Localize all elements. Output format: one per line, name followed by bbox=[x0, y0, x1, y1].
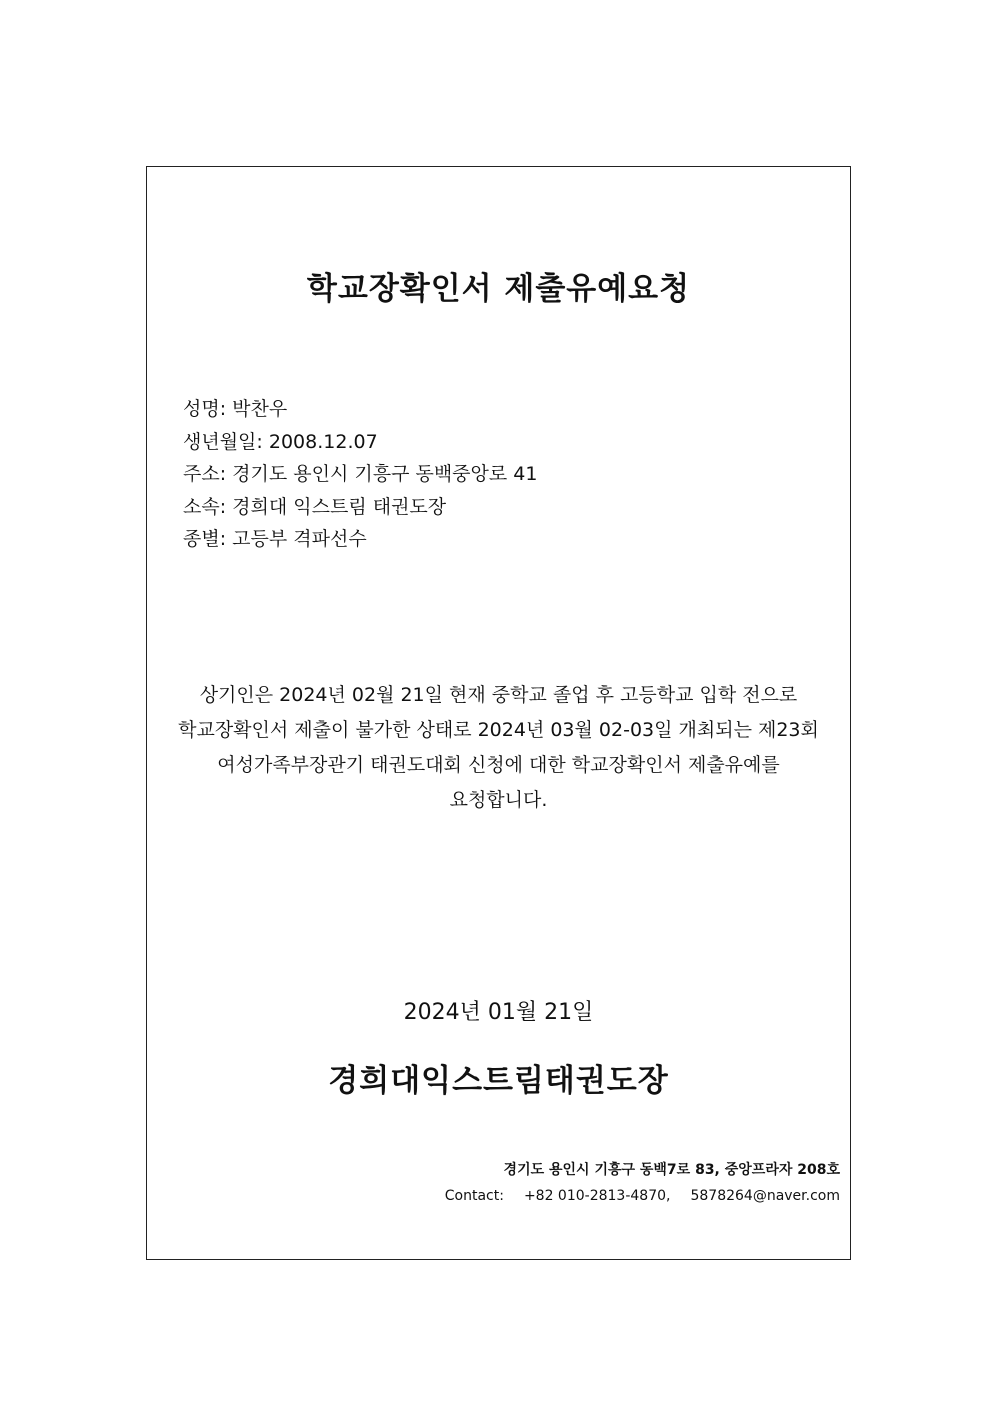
organization-name: 경희대익스트림태권도장 bbox=[328, 1063, 669, 1099]
contact-label: Contact: bbox=[444, 1188, 504, 1204]
info-value: 경희대 익스트림 태권도장 bbox=[232, 495, 447, 518]
info-row-category bbox=[183, 523, 537, 556]
document-frame bbox=[146, 166, 851, 1260]
info-value: 고등부 격파선수 bbox=[232, 528, 367, 550]
applicant-info-list bbox=[183, 393, 537, 556]
info-value: 2008.12.07 bbox=[268, 430, 378, 453]
document-title: 학교장확인서 제출유예요청 bbox=[306, 271, 691, 307]
info-value: 경기도 용인시 기흥구 동백중앙로 41 bbox=[232, 463, 538, 485]
info-label: 성명 : bbox=[183, 398, 232, 420]
body-line: 학교장확인서 제출이 불가한 상태로 2024년 03월 02-03일 개최되는 제23회 bbox=[178, 719, 819, 741]
info-label: 종별 : bbox=[183, 528, 232, 550]
issue-date: 2024년 01월 21일 bbox=[403, 1000, 594, 1025]
info-label: 주소 : bbox=[183, 463, 232, 485]
body-line: 상기인은 2024년 02월 21일 현재 중학교 졸업 후 고등학교 입학 전으로 bbox=[199, 684, 798, 706]
info-value: 박찬우 bbox=[232, 398, 288, 420]
contact-phone: +82 010-2813-4870, bbox=[523, 1188, 671, 1204]
body-line: 여성가족부장관기 태권도대회 신청에 대한 학교장확인서 제출유예를 bbox=[217, 754, 780, 776]
footer bbox=[445, 1157, 840, 1209]
info-row-affiliation bbox=[183, 491, 537, 524]
info-label: 생년월일 : bbox=[183, 431, 269, 453]
info-row-birthdate bbox=[183, 426, 537, 459]
footer-address: 경기도 용인시 기흥구 동백7로 83, 중앙프라자 208호 bbox=[503, 1162, 840, 1178]
request-body bbox=[147, 678, 850, 818]
contact-email: 5878264@naver.com bbox=[690, 1188, 840, 1204]
info-row-address bbox=[183, 458, 537, 491]
info-label: 소속 : bbox=[183, 496, 232, 518]
footer-contact bbox=[445, 1183, 840, 1209]
info-row-name bbox=[183, 393, 537, 426]
body-line: 요청합니다. bbox=[449, 789, 548, 811]
